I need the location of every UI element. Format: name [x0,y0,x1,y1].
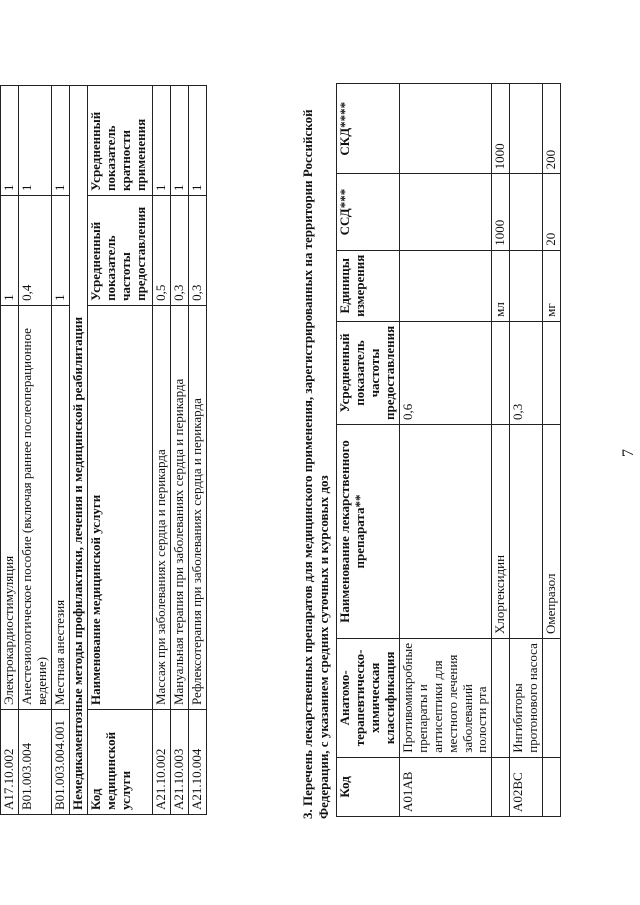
table-row [18,86,51,815]
atc-group: Ингибиторы протонового насоса [510,638,543,757]
atc-code: A02BC [510,757,543,816]
service-code: A21.10.003 [170,710,188,815]
header-drug: Наименование лекарственного препарата** [337,425,400,639]
drugs-table [336,83,561,817]
service-frequency: 1 [1,195,19,305]
services-table [0,85,207,815]
drug-unit: мл [492,250,510,321]
service-code: B01.003.004.001 [51,710,69,815]
drug-skd [399,84,492,174]
drug-frequency: 0,6 [399,321,492,424]
service-name: Местная анестезия [51,305,69,709]
drug-unit [510,250,543,321]
drug-name: Хлоргексидин [492,425,510,639]
header-row [87,86,152,815]
drug-name: Омепразол [543,425,561,639]
drug-skd: 1000 [492,84,510,174]
service-code: A21.10.002 [152,710,170,815]
atc-code [543,757,561,816]
drug-unit: мг [543,250,561,321]
drug-name [510,425,543,639]
service-multiplicity: 1 [18,86,51,196]
header-ssd: ССД*** [337,174,400,250]
service-name: Электрокардиостимуляция [1,305,19,709]
header-frequency: Усредненный показатель частоты предоставления [337,321,400,424]
section-title: Немедикаментозные методы профилактики, лечения и медицинской реабилитации [69,86,87,815]
table-row [152,86,170,815]
drug-frequency [492,321,510,424]
service-name: Мануальная терапия при заболеваниях сердца и перикарда [170,305,188,709]
service-multiplicity: 1 [170,86,188,196]
service-code: A17.10.002 [1,710,19,815]
atc-group [543,638,561,757]
header-code: Код [337,757,400,816]
service-frequency: 0,3 [170,195,188,305]
service-code: B01.003.004 [18,710,51,815]
header-frequency: Усредненный показатель частоты предоставления [87,195,152,305]
drug-skd [510,84,543,174]
service-name: Анестезиологическое пособие (включая раннее послеоперационное ведение) [18,305,51,709]
header-code: Код медицинской услуги [87,710,152,815]
drug-ssd: 1000 [492,174,510,250]
header-multiplicity: Усредненный показатель кратности применения [87,86,152,196]
service-multiplicity: 1 [51,86,69,196]
service-multiplicity: 1 [1,86,19,196]
header-skd: СКД**** [337,84,400,174]
service-frequency: 1 [51,195,69,305]
atc-code [492,757,510,816]
header-row [337,84,400,817]
section-row [69,86,87,815]
atc-group [492,638,510,757]
drug-ssd [399,174,492,250]
table-row [510,84,543,817]
service-frequency: 0,5 [152,195,170,305]
drug-frequency [543,321,561,424]
service-multiplicity: 1 [152,86,170,196]
table-row [1,86,19,815]
table-row [543,84,561,817]
service-code: A21.10.004 [188,710,206,815]
page-number: 7 [620,449,637,457]
table-row [492,84,510,817]
drug-frequency: 0,3 [510,321,543,424]
drug-skd: 200 [543,84,561,174]
service-name: Массаж при заболеваниях сердца и перикарда [152,305,170,709]
drug-ssd: 20 [543,174,561,250]
table-row [188,86,206,815]
drug-ssd [510,174,543,250]
table-row [170,86,188,815]
atc-group: Противомикробные препараты и антисептики для местного лечения заболеваний полости рта [399,638,492,757]
service-frequency: 0,3 [188,195,206,305]
service-frequency: 0,4 [18,195,51,305]
section-3-title: 3. Перечень лекарственных препаратов для медицинского применения, зарегистрированных на территории Российской Федерации, с указанием средних суточных и курсовых доз [300,109,331,819]
header-unit: Единицы измерения [337,250,400,321]
table-row [51,86,69,815]
table-row [399,84,492,817]
header-name: Наименование медицинской услуги [87,305,152,709]
drug-name [399,425,492,639]
service-name: Рефлексотерапия при заболеваниях сердца и перикарда [188,305,206,709]
drug-unit [399,250,492,321]
atc-code: A01AB [399,757,492,816]
header-atc: Анатомо-терапевтическо-химическая классификация [337,638,400,757]
service-multiplicity: 1 [188,86,206,196]
